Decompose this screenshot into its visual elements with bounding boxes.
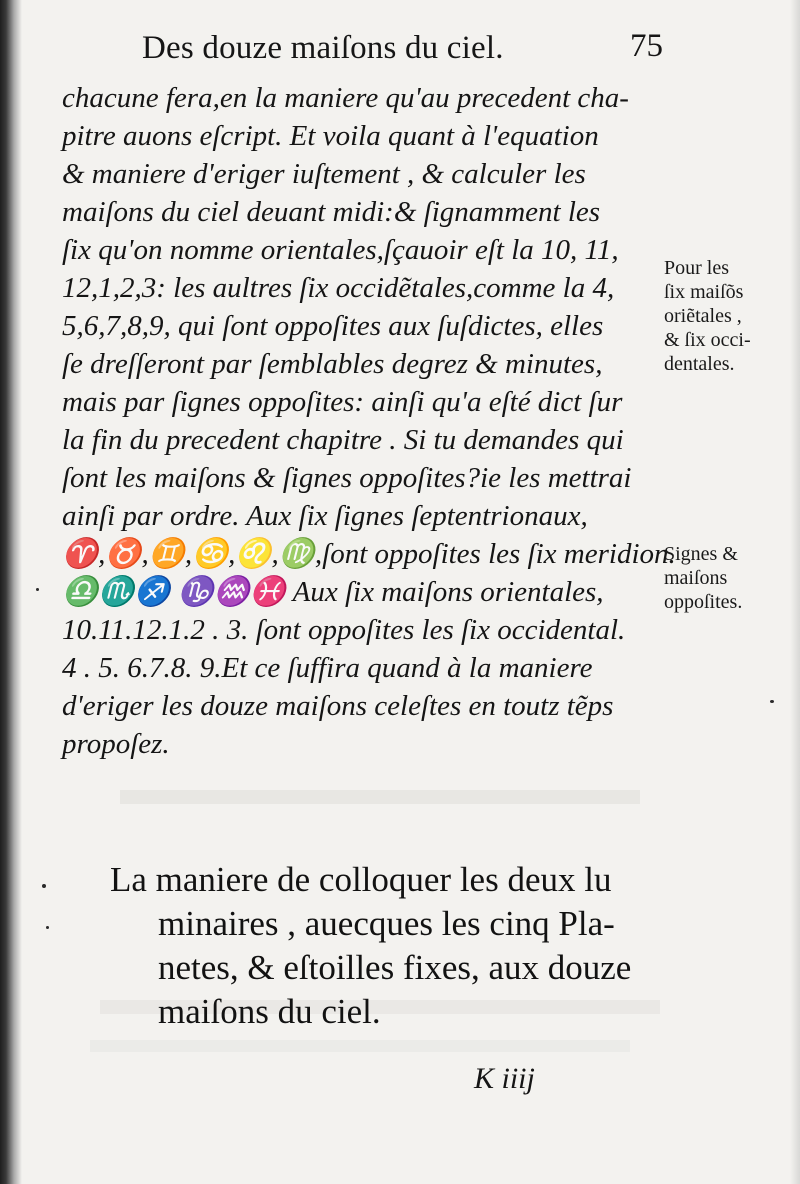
text-line: ſe dreſſeront par ſemblables degrez & minutes,: [62, 348, 603, 380]
margin-note-line: ſix maiſõs: [664, 281, 744, 303]
chapter-heading-line: maiſons du ciel.: [158, 992, 381, 1031]
margin-note-line: dentales.: [664, 353, 735, 375]
text-line: propoſez.: [62, 728, 170, 760]
text-line: la fin du precedent chapitre . Si tu demandes qui: [62, 424, 624, 456]
chapter-heading-line: netes, & eſtoilles fixes, aux douze: [158, 948, 632, 987]
scan-edge-left: [0, 0, 22, 1184]
page-number: 75: [630, 28, 663, 64]
margin-note-line: maiſons: [664, 567, 728, 589]
margin-note-line: oriẽtales ,: [664, 305, 742, 327]
ink-speck: [770, 700, 774, 703]
margin-note-line: & ſix occi-: [664, 329, 751, 351]
chapter-heading-line: minaires , auecques les cinq Pla-: [158, 904, 615, 943]
show-through-shadow: [120, 790, 640, 804]
text-line: maiſons du ciel deuant midi:& ſignamment les: [62, 196, 601, 228]
text-line: ſont les maiſons & ſignes oppoſites?ie les mettrai: [62, 462, 632, 494]
text-line: ♎♏♐ ♑♒♓ Aux ſix maiſons orientales,: [62, 576, 604, 608]
text-line: chacune fera,en la maniere qu'au precedent cha-: [62, 82, 629, 114]
text-line: ♈,♉,♊,♋,♌,♍,ſont oppoſites les ſix meridion.: [62, 538, 676, 570]
show-through-shadow: [90, 1040, 630, 1052]
ink-speck: [42, 884, 46, 888]
chapter-heading-line: La maniere de colloquer les deux lu: [110, 860, 612, 899]
text-line: ainſi par ordre. Aux ſix ſignes ſeptentrionaux,: [62, 500, 588, 532]
margin-note-line: oppoſites.: [664, 591, 743, 613]
margin-note-signes: [664, 542, 794, 614]
margin-note-line: Pour les: [664, 257, 729, 279]
text-line: 4 . 5. 6.7.8. 9.Et ce ſuffira quand à la maniere: [62, 652, 593, 684]
signature-mark: K iiij: [474, 1062, 535, 1095]
margin-notes: [664, 0, 800, 1184]
ink-speck: [46, 926, 49, 929]
text-line: 12,1,2,3: les aultres ſix occidẽtales,comme la 4,: [62, 272, 615, 304]
running-title: Des douze maiſons du ciel.: [142, 30, 504, 66]
text-line: d'eriger les douze maiſons celeſtes en toutz tẽps: [62, 690, 614, 722]
text-line: & maniere d'eriger iuſtement , & calculer les: [62, 158, 586, 190]
text-line: pitre auons eſcript. Et voila quant à l'equation: [62, 120, 599, 152]
margin-note-line: Signes &: [664, 543, 738, 565]
text-line: 5,6,7,8,9, qui ſont oppoſites aux ſuſdictes, elles: [62, 310, 604, 342]
text-line: 10.11.12.1.2 . 3. ſont oppoſites les ſix occidental.: [62, 614, 626, 646]
text-line: ſix qu'on nomme orientales,ſçauoir eſt la 10, 11,: [62, 234, 619, 266]
ink-speck: [36, 588, 39, 591]
text-line: mais par ſignes oppoſites: ainſi qu'a eſté dict ſur: [62, 386, 623, 418]
margin-note-orientales: [664, 256, 794, 376]
